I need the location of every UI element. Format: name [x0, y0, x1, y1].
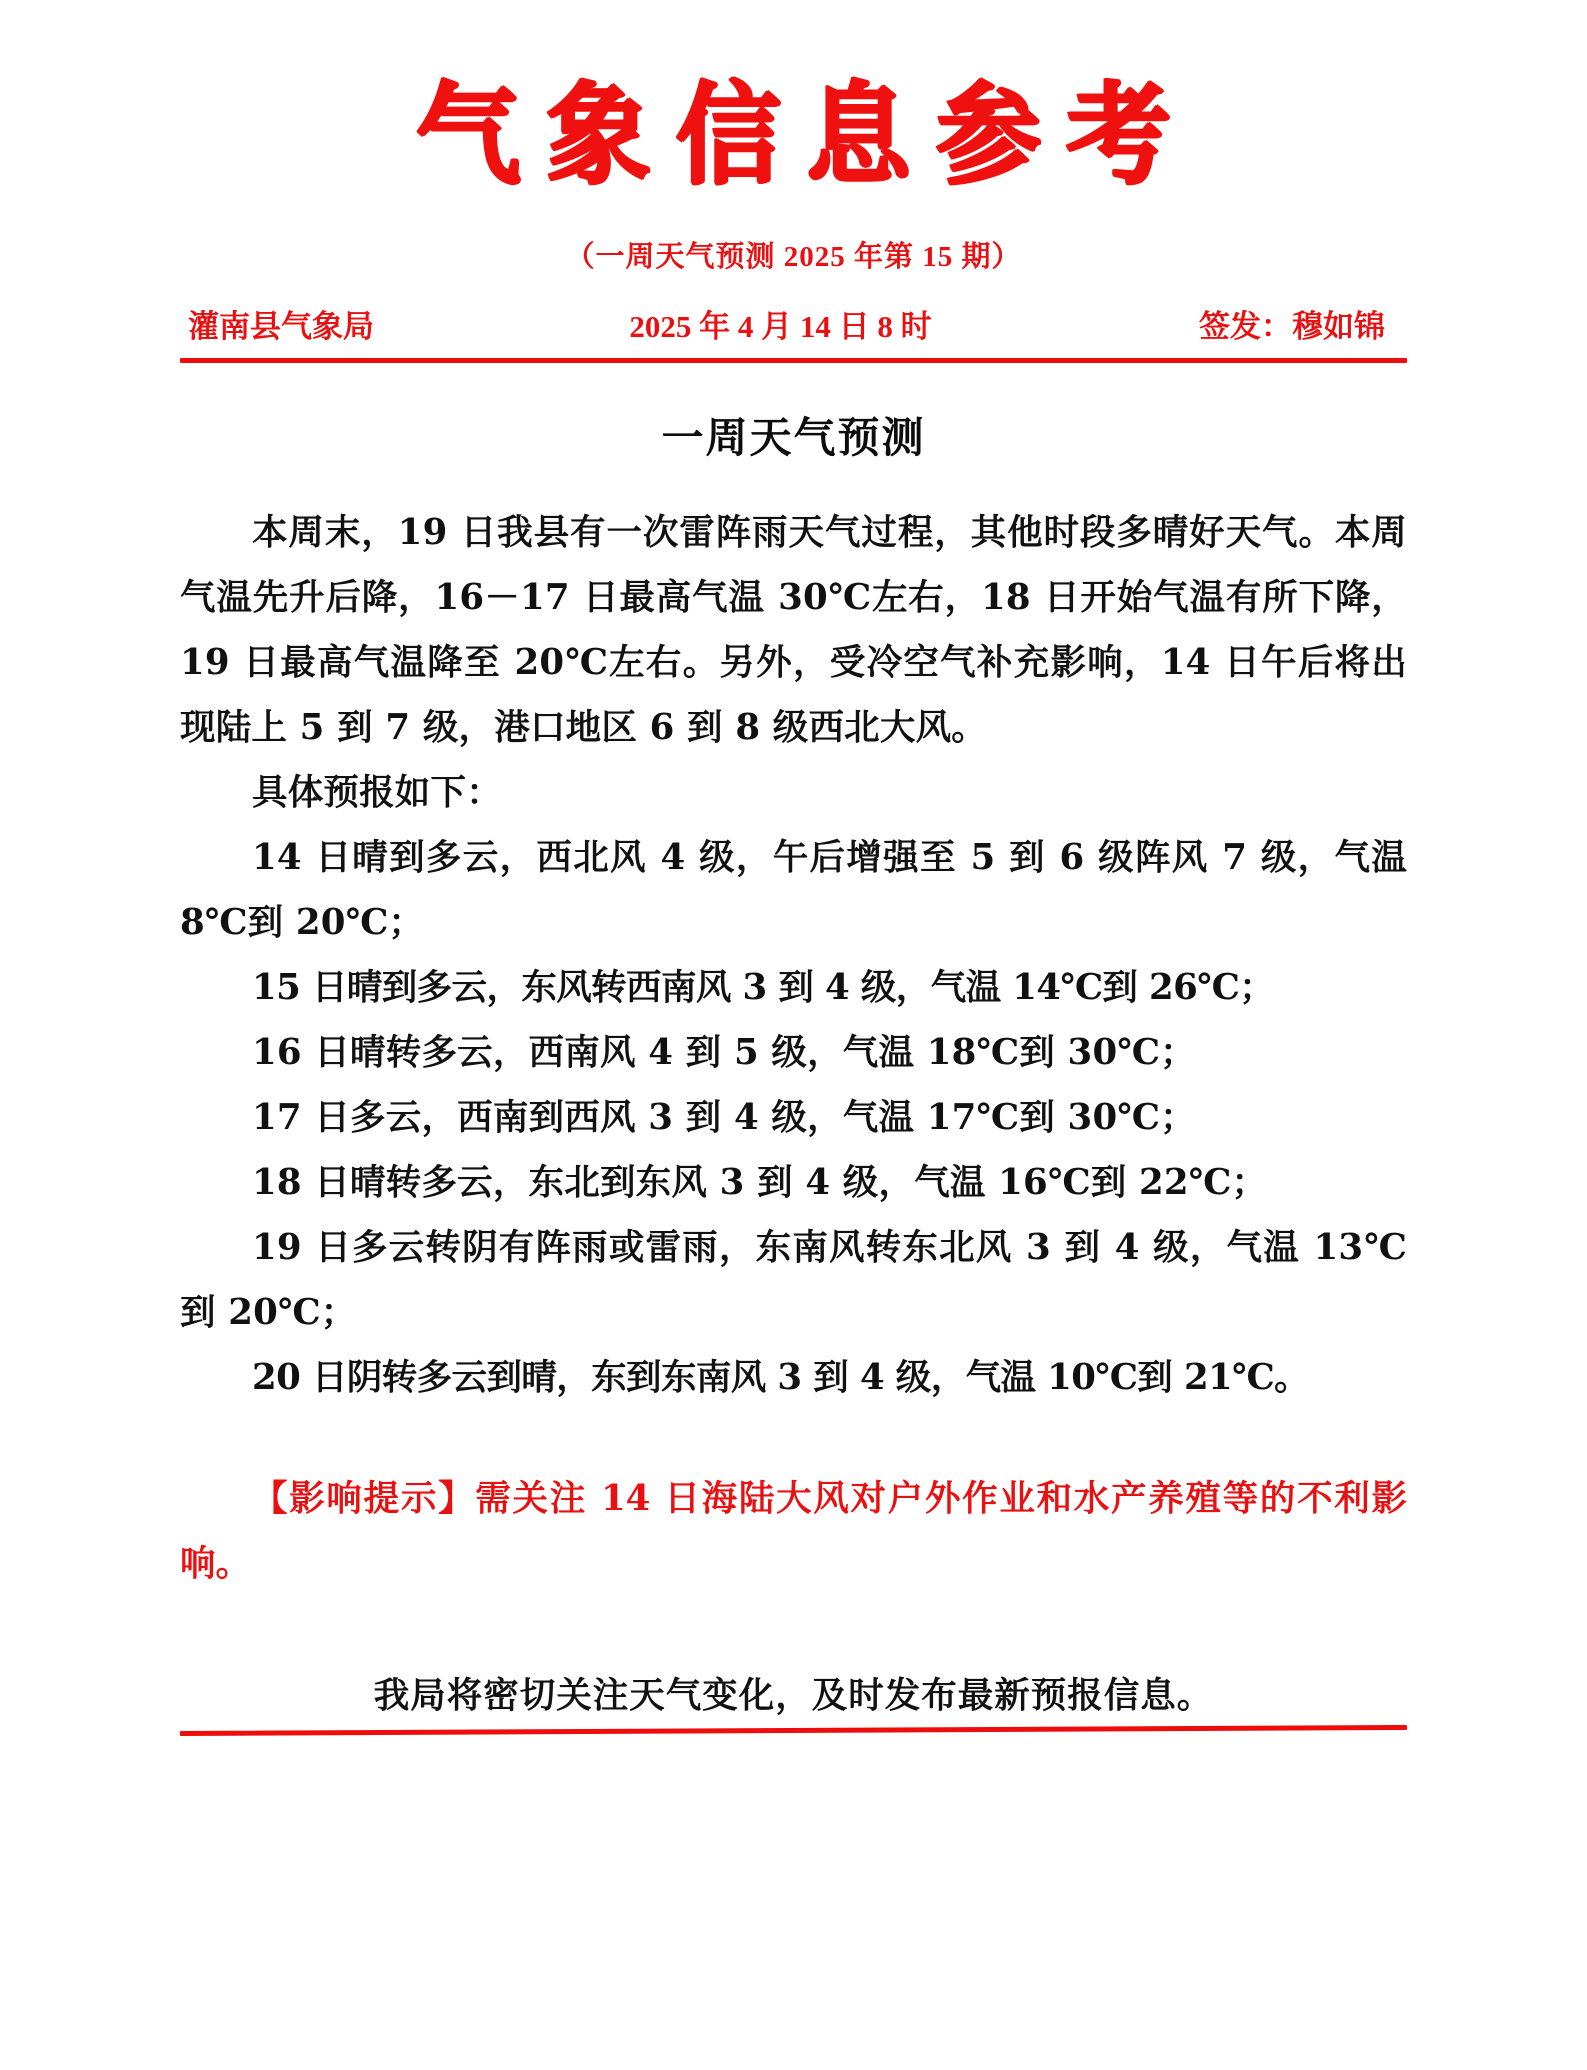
- forecast-body: [180, 500, 1407, 1410]
- masthead: [180, 0, 1407, 275]
- detail-intro: 具体预报如下：: [252, 772, 502, 814]
- daily-forecast-15: 15 日晴到多云，东风转西南风 3 到 4 级，气温 14℃到 26℃；: [252, 967, 1275, 1009]
- daily-forecast-14: 14 日晴到多云，西北风 4 级，午后增强至 5 到 6 级阵风 7 级，气温 8℃到 20℃；: [180, 837, 1407, 944]
- daily-forecast-17: 17 日多云，西南到西风 3 到 4 级，气温 17℃到 30℃；: [252, 1097, 1196, 1139]
- daily-forecast-19: 19 日多云转阴有阵雨或雷雨，东南风转东北风 3 到 4 级，气温 13℃到 20℃；: [180, 1227, 1407, 1334]
- impact-notice: 【影响提示】需关注 14 日海陆大风对户外作业和水产养殖等的不利影响。: [180, 1478, 1407, 1585]
- header-divider: [180, 358, 1407, 363]
- daily-forecast-18: 18 日晴转多云，东北到东风 3 到 4 级，气温 16℃到 22℃；: [252, 1162, 1268, 1204]
- page-title: 气象信息参考: [416, 69, 1197, 201]
- signer: 签发：穆如锦: [1199, 309, 1385, 345]
- issue-subtitle: （一周天气预测 2025 年第 15 期）: [565, 241, 1022, 274]
- section-heading: 一周天气预测: [661, 413, 926, 463]
- daily-forecast-20: 20 日阴转多云到晴，东到东南风 3 到 4 级，气温 10℃到 21℃。: [252, 1357, 1309, 1399]
- footer-note: 我局将密切关注天气变化，及时发布最新预报信息。: [373, 1675, 1214, 1717]
- issue-datetime: 2025 年 4 月 14 日 8 时: [629, 309, 932, 345]
- footer-divider: [180, 1725, 1407, 1736]
- summary-paragraph: 本周末，19 日我县有一次雷阵雨天气过程，其他时段多晴好天气。本周气温先升后降，16－17 日最高气温 30℃左右，18 日开始气温有所下降，19 日最高气温降至 20℃左右。另外，受冷空气补充影响，14 日午后将出现陆上 5 到 7 级，港口地区 6 到 8 级西北大风。: [180, 512, 1407, 749]
- daily-forecast-16: 16 日晴转多云，西南风 4 到 5 级，气温 18℃到 30℃；: [252, 1032, 1196, 1074]
- issuing-office: 灌南县气象局: [188, 309, 374, 345]
- issuer-row: [180, 301, 1407, 346]
